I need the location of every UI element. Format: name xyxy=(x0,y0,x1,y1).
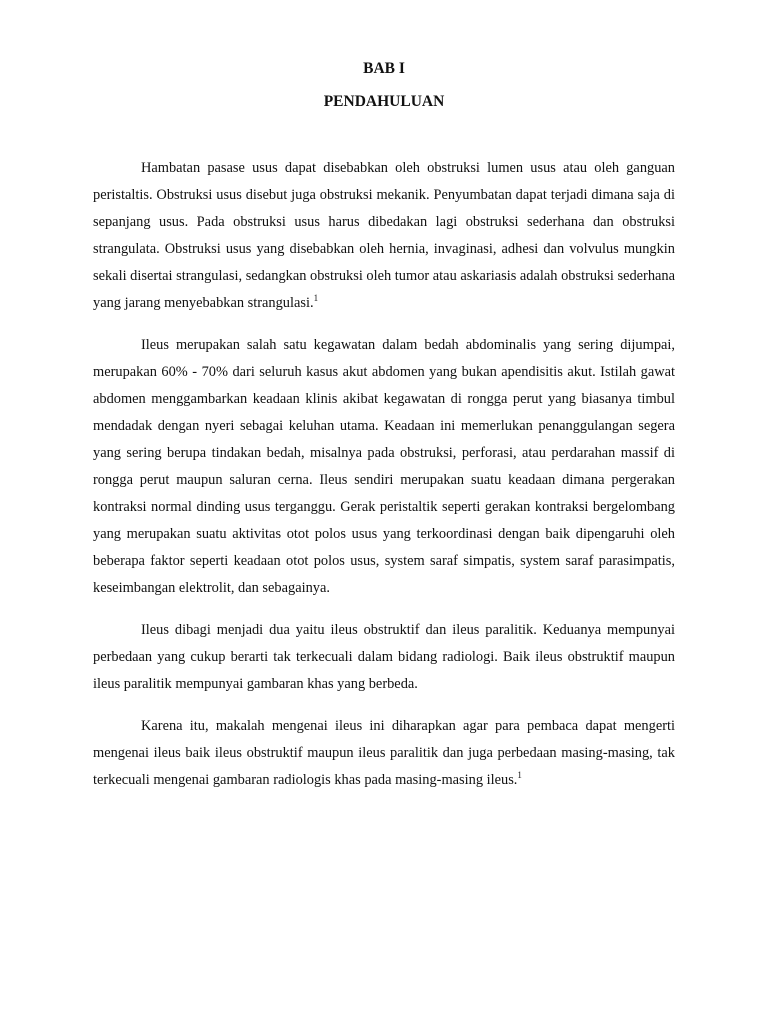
chapter-title: PENDAHULUAN xyxy=(323,93,445,110)
paragraph-1 xyxy=(93,155,675,317)
document-body xyxy=(93,155,675,794)
paragraph-4 xyxy=(93,713,675,794)
document-page xyxy=(93,58,675,809)
paragraph-3 xyxy=(93,617,675,698)
paragraph-2 xyxy=(93,332,675,602)
paragraph-3-text: Ileus dibagi menjadi dua yaitu ileus obstruktif dan ileus paralitik. Keduanya mempunyai perbedaan yang cukup berarti tak terkecuali dalam bidang radiologi. Baik ileus obstruktif maupun ileus paralitik mempunyai gambaran khas yang berbeda. xyxy=(93,622,675,692)
footnote-ref: 1 xyxy=(313,293,319,304)
paragraph-2-text: Ileus merupakan salah satu kegawatan dalam bedah abdominalis yang sering dijumpai, merupakan 60% - 70% dari seluruh kasus akut abdomen yang bukan apendisitis akut. Istilah gawat abdomen menggambarkan keadaan klinis akibat kegawatan di rongga perut yang biasanya timbul mendadak dengan nyeri sebagai keluhan utama. Keadaan ini memerlukan penanggulangan segera yang sering berupa tindakan bedah, misalnya pada obstruksi, perforasi, atau perdarahan massif di rongga perut maupun saluran cerna. Ileus sendiri merupakan suatu keadaan dimana pergerakan kontraksi normal dinding usus terganggu. Gerak peristaltik seperti gerakan kontraksi bergelombang yang merupakan suatu aktivitas otot polos usus yang terkoordinasi dengan baik dipengaruhi oleh beberapa faktor seperti keadaan otot polos usus, system saraf simpatis, system saraf parasimpatis, keseimbangan elektrolit, dan sebagainya. xyxy=(93,337,675,596)
paragraph-4-text: Karena itu, makalah mengenai ileus ini diharapkan agar para pembaca dapat mengerti mengenai ileus baik ileus obstruktif maupun ileus paralitik dan juga perbedaan masing-masing, tak terkecuali mengenai gambaran radiologis khas pada masing-masing ileus. xyxy=(93,718,675,788)
chapter-number: BAB I xyxy=(363,60,405,77)
footnote-ref: 1 xyxy=(517,770,522,781)
paragraph-1-text: Hambatan pasase usus dapat disebabkan oleh obstruksi lumen usus atau oleh ganguan peristaltis. Obstruksi usus disebut juga obstruksi mekanik. Penyumbatan dapat terjadi dimana saja di sepanjang usus. Pada obstruksi usus harus dibedakan lagi obstruksi sederhana dan obstruksi strangulata. Obstruksi usus yang disebabkan oleh hernia, invaginasi, adhesi dan volvulus mungkin sekali disertai strangulasi, sedangkan obstruksi oleh tumor atau askariasis adalah obstruksi sederhana yang jarang menyebabkan strangulasi. xyxy=(93,160,675,311)
